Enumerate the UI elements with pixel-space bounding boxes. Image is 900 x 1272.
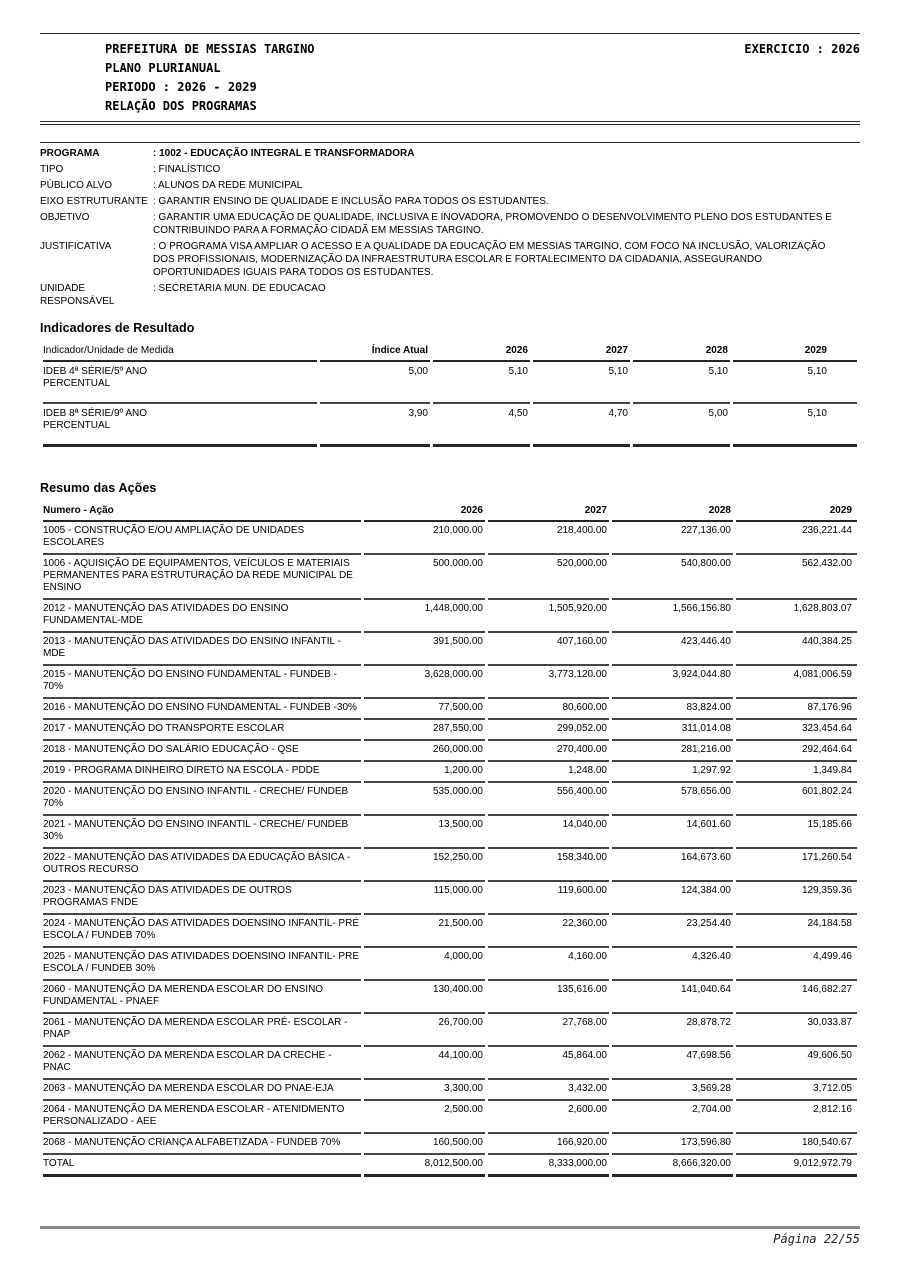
action-value: 4,160.00: [488, 948, 609, 981]
action-value: 1,448,000.00: [364, 600, 485, 633]
column-header-current-index: Índice Atual: [320, 341, 430, 362]
program-fields: [40, 147, 860, 308]
action-name: 2060 - MANUTENÇÃO DA MERENDA ESCOLAR DO ENSINO FUNDAMENTAL - PNAEF: [43, 984, 324, 1007]
action-value: 2,812.16: [736, 1101, 857, 1134]
action-value: 3,712.05: [736, 1080, 857, 1101]
action-value: 180,540.67: [736, 1134, 857, 1155]
program-field-label: TIPO: [40, 164, 64, 175]
column-header-2026: 2026: [433, 341, 530, 362]
action-name: 2019 - PROGRAMA DINHEIRO DIRETO NA ESCOLA - PDDE: [43, 765, 320, 776]
action-value: 28,878.72: [612, 1014, 733, 1047]
indicator-value: 5,10: [433, 362, 530, 404]
action-row: [43, 1080, 857, 1101]
action-value: 407,160.00: [488, 633, 609, 666]
action-row: [43, 1047, 857, 1080]
indicators-table: [40, 341, 860, 447]
action-value: 391,500.00: [364, 633, 485, 666]
indicator-value: 5,00: [633, 404, 730, 447]
action-value: 323,454.64: [736, 720, 857, 741]
indicator-value: 4,70: [533, 404, 630, 447]
action-value: 22,360.00: [488, 915, 609, 948]
action-row: [43, 882, 857, 915]
action-value: 210,000.00: [364, 522, 485, 555]
action-row: [43, 522, 857, 555]
action-value: 500,000.00: [364, 555, 485, 600]
program-field-row: [40, 240, 860, 279]
program-field-row: [40, 147, 860, 160]
report-title: PLANO PLURIANUAL: [105, 61, 221, 75]
action-value: 171,260.54: [736, 849, 857, 882]
report-subtitle: RELAÇÃO DOS PROGRAMAS: [105, 99, 257, 113]
action-value: 129,359.36: [736, 882, 857, 915]
action-value: 160,500.00: [364, 1134, 485, 1155]
action-value: 30,033.87: [736, 1014, 857, 1047]
action-name: 2015 - MANUTENÇÃO DO ENSINO FUNDAMENTAL - FUNDEB - 70%: [43, 669, 337, 692]
indicator-value: 5,10: [633, 362, 730, 404]
action-value: 218,400.00: [488, 522, 609, 555]
program-field-label: OBJETIVO: [40, 212, 90, 223]
action-row: [43, 633, 857, 666]
program-field-row: [40, 179, 860, 192]
program-field-value: : GARANTIR ENSINO DE QUALIDADE E INCLUSÃO PARA TODOS OS ESTUDANTES.: [153, 196, 549, 207]
action-value: 14,040.00: [488, 816, 609, 849]
action-value: 540,800.00: [612, 555, 733, 600]
action-value: 130,400.00: [364, 981, 485, 1014]
column-header-2027: 2027: [533, 341, 630, 362]
action-value: 1,349.84: [736, 762, 857, 783]
action-row: [43, 948, 857, 981]
action-name: 2013 - MANUTENÇÃO DAS ATIVIDADES DO ENSINO INFANTIL - MDE: [43, 636, 341, 659]
action-value: 15,185.66: [736, 816, 857, 849]
action-row: [43, 1014, 857, 1047]
page-footer: [40, 1226, 860, 1246]
action-value: 47,698.56: [612, 1047, 733, 1080]
action-value: 299,052.00: [488, 720, 609, 741]
action-value: 292,464.64: [736, 741, 857, 762]
action-value: 4,000.00: [364, 948, 485, 981]
action-name: 1006 - AQUISIÇÃO DE EQUIPAMENTOS, VEÍCULOS E MATERIAIS PERMANENTES PARA ESTRUTURAÇÃO DA REDE MUNICIPAL DE ENSINO: [43, 558, 353, 593]
action-name: 2068 - MANUTENÇÃO CRIANÇA ALFABETIZADA - FUNDEB 70%: [43, 1137, 341, 1148]
action-value: 24,184.58: [736, 915, 857, 948]
action-value: 26,700.00: [364, 1014, 485, 1047]
indicator-value: 5,00: [320, 362, 430, 404]
indicator-value: 5,10: [533, 362, 630, 404]
program-field-value: : O PROGRAMA VISA AMPLIAR O ACESSO E A QUALIDADE DA EDUCAÇÃO EM MESSIAS TARGINO, COM FOCO NA INCLUSÃO, VALORIZAÇÃO DOS PROFISSIONAIS, MODERNIZAÇÃO DA INFRAESTRUTURA ESCOLAR E FORTALECIMENTO DA CIDADANIA, ASSEGURANDO OPORTUNIDADES IGUAIS PARA TODOS OS ESTUDANTES.: [153, 241, 826, 278]
action-value: 45,864.00: [488, 1047, 609, 1080]
indicator-name: IDEB 8ª SÉRIE/9º ANO: [43, 408, 148, 419]
action-value: 164,673.60: [612, 849, 733, 882]
action-value: 44,100.00: [364, 1047, 485, 1080]
action-value: 236,221.44: [736, 522, 857, 555]
action-value: 27,768.00: [488, 1014, 609, 1047]
indicator-unit: PERCENTUAL: [43, 420, 111, 431]
total-value: 8,333,000.00: [488, 1155, 609, 1177]
action-value: 115,000.00: [364, 882, 485, 915]
action-row: [43, 555, 857, 600]
action-value: 4,081,006.59: [736, 666, 857, 699]
action-value: 287,550.00: [364, 720, 485, 741]
action-value: 152,250.00: [364, 849, 485, 882]
column-header-2029: 2029: [736, 501, 857, 522]
action-row: [43, 741, 857, 762]
actions-header-row: [43, 501, 857, 522]
action-value: 520,000.00: [488, 555, 609, 600]
action-value: 173,596.80: [612, 1134, 733, 1155]
action-value: 227,136.00: [612, 522, 733, 555]
program-field-value: : GARANTIR UMA EDUCAÇÃO DE QUALIDADE, INCLUSIVA E INOVADORA, PROMOVENDO O DESENVOLVIMENTO PLENO DOS ESTUDANTES E CONTRIBUINDO PARA A FORMAÇÃO CIDADÃ EM MESSIAS TARGINO.: [153, 212, 832, 236]
indicator-unit: PERCENTUAL: [43, 378, 111, 389]
action-name: 2012 - MANUTENÇÃO DAS ATIVIDADES DO ENSINO FUNDAMENTAL-MDE: [43, 603, 289, 626]
program-field-row: [40, 195, 860, 208]
action-name: 2018 - MANUTENÇÃO DO SALÁRIO EDUCAÇÃO - QSE: [43, 744, 299, 755]
action-name: 2023 - MANUTENÇÃO DAS ATIVIDADES DE OUTROS PROGRAMAS FNDE: [43, 885, 292, 908]
action-value: 158,340.00: [488, 849, 609, 882]
action-value: 1,200.00: [364, 762, 485, 783]
report-header: [40, 33, 860, 125]
column-header-indicator: Indicador/Unidade de Medida: [43, 341, 317, 362]
action-row: [43, 783, 857, 816]
action-value: 3,924,044.80: [612, 666, 733, 699]
header-bottom-rule: [40, 121, 860, 125]
action-name: 2063 - MANUTENÇÃO DA MERENDA ESCOLAR DO PNAE-EJA: [43, 1083, 334, 1094]
action-value: 13,500.00: [364, 816, 485, 849]
action-row: [43, 816, 857, 849]
action-name: 2022 - MANUTENÇÃO DAS ATIVIDADES DA EDUCAÇÃO BÁSICA - OUTROS RECURSO: [43, 852, 351, 875]
program-field-value: : FINALÍSTICO: [153, 164, 221, 175]
action-value: 49,606.50: [736, 1047, 857, 1080]
action-row: [43, 720, 857, 741]
action-value: 3,569.28: [612, 1080, 733, 1101]
program-field-row: [40, 163, 860, 176]
action-value: 423,446.40: [612, 633, 733, 666]
action-value: 562,432.00: [736, 555, 857, 600]
program-field-label: JUSTIFICATIVA: [40, 241, 112, 252]
action-value: 83,824.00: [612, 699, 733, 720]
total-row: [43, 1155, 857, 1177]
actions-table: [40, 501, 860, 1177]
column-header-2026: 2026: [364, 501, 485, 522]
action-value: 556,400.00: [488, 783, 609, 816]
indicator-row: [43, 404, 857, 447]
action-name: 2017 - MANUTENÇÃO DO TRANSPORTE ESCOLAR: [43, 723, 285, 734]
column-header-2027: 2027: [488, 501, 609, 522]
action-value: 535,000.00: [364, 783, 485, 816]
actions-table-total: [43, 1155, 857, 1177]
action-row: [43, 600, 857, 633]
action-name: 2062 - MANUTENÇÃO DA MERENDA ESCOLAR DA CRECHE - PNAC: [43, 1050, 332, 1073]
total-value: 8,666,320.00: [612, 1155, 733, 1177]
total-value: 9,012,972.79: [736, 1155, 857, 1177]
action-value: 3,628,000.00: [364, 666, 485, 699]
action-row: [43, 1134, 857, 1155]
indicator-name: IDEB 4ª SÉRIE/5º ANO: [43, 366, 148, 377]
action-row: [43, 762, 857, 783]
actions-table-body: [43, 522, 857, 1155]
action-value: 166,920.00: [488, 1134, 609, 1155]
action-value: 1,297.92: [612, 762, 733, 783]
action-value: 281,216.00: [612, 741, 733, 762]
action-name: 2025 - MANUTENÇÃO DAS ATIVIDADES DOENSINO INFANTIL- PRE ESCOLA / FUNDEB 30%: [43, 951, 359, 974]
program-field-label: UNIDADE RESPONSÁVEL: [40, 283, 115, 307]
action-name: 2016 - MANUTENÇÃO DO ENSINO FUNDAMENTAL - FUNDEB -30%: [43, 702, 357, 713]
action-row: [43, 849, 857, 882]
action-value: 3,773,120.00: [488, 666, 609, 699]
program-field-value: : SECRETARIA MUN. DE EDUCACAO: [153, 283, 326, 294]
indicator-value: 5,10: [733, 404, 857, 447]
header-title-block: [105, 40, 315, 116]
action-value: 21,500.00: [364, 915, 485, 948]
program-field-label: PÚBLICO ALVO: [40, 180, 113, 191]
action-value: 141,040.64: [612, 981, 733, 1014]
action-row: [43, 1101, 857, 1134]
indicator-value: 3,90: [320, 404, 430, 447]
action-value: 146,682.27: [736, 981, 857, 1014]
indicators-heading: Indicadores de Resultado: [40, 321, 195, 335]
column-header-2028: 2028: [612, 501, 733, 522]
indicator-value: 4,50: [433, 404, 530, 447]
action-value: 1,628,803.07: [736, 600, 857, 633]
action-row: [43, 666, 857, 699]
total-label: TOTAL: [43, 1155, 361, 1177]
action-name: 2020 - MANUTENÇÃO DO ENSINO INFANTIL - CRECHE/ FUNDEB 70%: [43, 786, 349, 809]
action-value: 440,384.25: [736, 633, 857, 666]
action-value: 77,500.00: [364, 699, 485, 720]
action-name: 2064 - MANUTENÇÃO DA MERENDA ESCOLAR - ATENIDMENTO PERSONALIZADO - AEE: [43, 1104, 345, 1127]
action-value: 1,505,920.00: [488, 600, 609, 633]
action-row: [43, 981, 857, 1014]
action-value: 601,802.24: [736, 783, 857, 816]
entity-name: PREFEITURA DE MESSIAS TARGINO: [105, 42, 315, 56]
action-value: 311,014.08: [612, 720, 733, 741]
action-row: [43, 915, 857, 948]
action-value: 23,254.40: [612, 915, 733, 948]
action-value: 135,616.00: [488, 981, 609, 1014]
indicator-value: 5,10: [733, 362, 857, 404]
actions-heading: Resumo das Ações: [40, 481, 157, 495]
total-value: 8,012,500.00: [364, 1155, 485, 1177]
program-field-row: [40, 211, 860, 237]
action-value: 578,656.00: [612, 783, 733, 816]
action-value: 124,384.00: [612, 882, 733, 915]
action-value: 80,600.00: [488, 699, 609, 720]
action-value: 14,601.60: [612, 816, 733, 849]
action-row: [43, 699, 857, 720]
column-header-action: Numero - Ação: [43, 501, 361, 522]
action-name: 1005 - CONSTRUÇÃO E/OU AMPLIAÇÃO DE UNIDADES ESCOLARES: [43, 525, 305, 548]
program-field-value: : ALUNOS DA REDE MUNICIPAL: [153, 180, 303, 191]
action-value: 270,400.00: [488, 741, 609, 762]
program-field-label: EIXO ESTRUTURANTE: [40, 196, 148, 207]
program-field-label: PROGRAMA: [40, 148, 100, 159]
action-value: 1,248.00: [488, 762, 609, 783]
action-value: 260,000.00: [364, 741, 485, 762]
action-value: 2,500.00: [364, 1101, 485, 1134]
indicator-row: [43, 362, 857, 404]
action-value: 2,704.00: [612, 1101, 733, 1134]
page-number: Página 22/55: [773, 1232, 860, 1246]
action-name: 2021 - MANUTENÇÃO DO ENSINO INFANTIL - CRECHE/ FUNDEB 30%: [43, 819, 349, 842]
indicators-table-body: [43, 362, 857, 447]
action-value: 119,600.00: [488, 882, 609, 915]
action-value: 3,432.00: [488, 1080, 609, 1101]
action-value: 1,566,156.80: [612, 600, 733, 633]
action-value: 87,176.96: [736, 699, 857, 720]
report-period: PERIODO : 2026 - 2029: [105, 80, 257, 94]
action-value: 2,600.00: [488, 1101, 609, 1134]
indicators-header-row: [43, 341, 857, 362]
column-header-2028: 2028: [633, 341, 730, 362]
action-value: 3,300.00: [364, 1080, 485, 1101]
exercise-label: EXERCICIO : 2026: [744, 42, 860, 56]
column-header-2029: 2029: [733, 341, 857, 362]
action-value: 4,499.46: [736, 948, 857, 981]
action-value: 4,326.40: [612, 948, 733, 981]
action-name: 2024 - MANUTENÇÃO DAS ATIVIDADES DOENSINO INFANTIL- PRÉ ESCOLA / FUNDEB 70%: [43, 918, 359, 941]
program-field-value: : 1002 - EDUCAÇÃO INTEGRAL E TRANSFORMADORA: [153, 148, 415, 159]
program-details: [40, 142, 860, 308]
action-name: 2061 - MANUTENÇÃO DA MERENDA ESCOLAR PRÉ- ESCOLAR - PNAP: [43, 1017, 348, 1040]
program-field-row: [40, 282, 860, 308]
